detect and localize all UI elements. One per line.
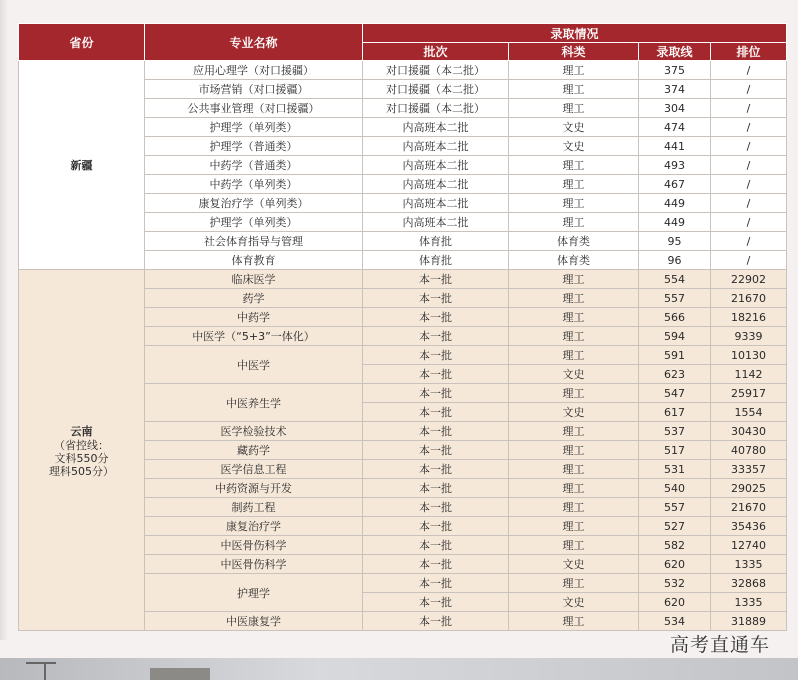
rank-cell: / [711,194,787,213]
rank-cell: 32868 [711,574,787,593]
major-cell: 中药学（单列类） [145,175,363,194]
rank-cell: 9339 [711,327,787,346]
rank-cell: / [711,99,787,118]
score-cell: 620 [639,593,711,612]
score-cell: 441 [639,137,711,156]
category-cell: 文史 [509,365,639,384]
major-cell: 应用心理学（对口援疆） [145,61,363,80]
rank-cell: 25917 [711,384,787,403]
photo-sky [0,658,798,680]
category-cell: 体育类 [509,251,639,270]
major-cell: 医学信息工程 [145,460,363,479]
batch-cell: 对口援疆（本二批） [363,61,509,80]
header-category: 科类 [509,43,639,61]
category-cell: 文史 [509,403,639,422]
rank-cell: 21670 [711,498,787,517]
category-cell: 理工 [509,61,639,80]
major-cell: 护理学 [145,574,363,612]
major-cell: 公共事业管理（对口援疆） [145,99,363,118]
score-cell: 95 [639,232,711,251]
major-cell: 中医康复学 [145,612,363,631]
batch-cell: 本一批 [363,365,509,384]
category-cell: 文史 [509,555,639,574]
score-cell: 547 [639,384,711,403]
rank-cell: 29025 [711,479,787,498]
rank-cell: 33357 [711,460,787,479]
batch-cell: 内高班本二批 [363,175,509,194]
crane-arm [26,662,56,664]
major-cell: 药学 [145,289,363,308]
batch-cell: 本一批 [363,422,509,441]
category-cell: 理工 [509,346,639,365]
category-cell: 理工 [509,175,639,194]
rank-cell: / [711,137,787,156]
crane-mast [44,662,46,680]
table-row [19,61,787,80]
category-cell: 理工 [509,156,639,175]
category-cell: 文史 [509,137,639,156]
rank-cell: 30430 [711,422,787,441]
batch-cell: 本一批 [363,612,509,631]
province-name: 云南 [70,424,93,438]
rank-cell: / [711,175,787,194]
score-cell: 582 [639,536,711,555]
rank-cell: 35436 [711,517,787,536]
batch-cell: 体育批 [363,251,509,270]
rank-cell: 21670 [711,289,787,308]
rank-cell: 22902 [711,270,787,289]
rank-cell: 12740 [711,536,787,555]
score-cell: 374 [639,80,711,99]
province-name: 新疆 [70,159,93,172]
major-cell: 市场营销（对口援疆） [145,80,363,99]
category-cell: 理工 [509,574,639,593]
batch-cell: 内高班本二批 [363,194,509,213]
score-cell: 467 [639,175,711,194]
major-cell: 康复治疗学（单列类） [145,194,363,213]
batch-cell: 本一批 [363,479,509,498]
major-cell: 社会体育指导与管理 [145,232,363,251]
score-cell: 449 [639,213,711,232]
building-silhouette [150,668,210,680]
rank-cell: 1554 [711,403,787,422]
table-row [19,270,787,289]
category-cell: 理工 [509,517,639,536]
province-cell [19,61,145,270]
score-cell: 591 [639,346,711,365]
category-cell: 理工 [509,80,639,99]
rank-cell: / [711,118,787,137]
score-cell: 531 [639,460,711,479]
score-cell: 449 [639,194,711,213]
batch-cell: 本一批 [363,555,509,574]
rank-cell: 18216 [711,308,787,327]
category-cell: 理工 [509,612,639,631]
batch-cell: 本一批 [363,441,509,460]
category-cell: 理工 [509,479,639,498]
category-cell: 文史 [509,118,639,137]
admission-table [18,23,787,631]
xinjiang-group [19,61,787,270]
header-province: 省份 [19,24,145,61]
major-cell: 临床医学 [145,270,363,289]
rank-cell: 10130 [711,346,787,365]
province-note-line: 理科505分） [49,464,114,478]
category-cell: 理工 [509,422,639,441]
category-cell: 体育类 [509,232,639,251]
rank-cell: / [711,232,787,251]
score-cell: 557 [639,289,711,308]
batch-cell: 本一批 [363,384,509,403]
score-cell: 96 [639,251,711,270]
page-edge-shade [0,0,8,640]
rank-cell: / [711,156,787,175]
score-cell: 566 [639,308,711,327]
header-batch: 批次 [363,43,509,61]
batch-cell: 本一批 [363,346,509,365]
batch-cell: 本一批 [363,327,509,346]
score-cell: 617 [639,403,711,422]
batch-cell: 内高班本二批 [363,137,509,156]
major-cell: 中药资源与开发 [145,479,363,498]
watermark: 高考直通车 [669,634,770,656]
major-cell: 中医养生学 [145,384,363,422]
rank-cell: 31889 [711,612,787,631]
batch-cell: 对口援疆（本二批） [363,99,509,118]
rank-cell: 1142 [711,365,787,384]
category-cell: 理工 [509,441,639,460]
province-cell [19,270,145,631]
score-cell: 537 [639,422,711,441]
score-cell: 554 [639,270,711,289]
rank-cell: / [711,80,787,99]
score-cell: 474 [639,118,711,137]
batch-cell: 本一批 [363,593,509,612]
category-cell: 理工 [509,327,639,346]
batch-cell: 内高班本二批 [363,118,509,137]
rank-cell: / [711,213,787,232]
category-cell: 理工 [509,460,639,479]
major-cell: 护理学（普通类） [145,137,363,156]
batch-cell: 体育批 [363,232,509,251]
category-cell: 文史 [509,593,639,612]
header-admission: 录取情况 [363,24,787,43]
major-cell: 中药学（普通类） [145,156,363,175]
province-note-line: （省控线： [54,438,109,452]
batch-cell: 对口援疆（本二批） [363,80,509,99]
major-cell: 制药工程 [145,498,363,517]
batch-cell: 本一批 [363,308,509,327]
category-cell: 理工 [509,308,639,327]
rank-cell: 1335 [711,593,787,612]
category-cell: 理工 [509,536,639,555]
category-cell: 理工 [509,213,639,232]
batch-cell: 本一批 [363,403,509,422]
score-cell: 594 [639,327,711,346]
score-cell: 623 [639,365,711,384]
major-cell: 护理学（单列类） [145,118,363,137]
table-header [19,24,787,61]
province-note-line: 文科550分 [54,451,109,465]
score-cell: 540 [639,479,711,498]
category-cell: 理工 [509,270,639,289]
major-cell: 藏药学 [145,441,363,460]
major-cell: 中医骨伤科学 [145,536,363,555]
batch-cell: 本一批 [363,498,509,517]
header-major: 专业名称 [145,24,363,61]
major-cell: 中药学 [145,308,363,327]
batch-cell: 本一批 [363,574,509,593]
category-cell: 理工 [509,498,639,517]
batch-cell: 内高班本二批 [363,156,509,175]
batch-cell: 内高班本二批 [363,213,509,232]
batch-cell: 本一批 [363,460,509,479]
score-cell: 304 [639,99,711,118]
rank-cell: 1335 [711,555,787,574]
category-cell: 理工 [509,289,639,308]
batch-cell: 本一批 [363,289,509,308]
batch-cell: 本一批 [363,270,509,289]
major-cell: 医学检验技术 [145,422,363,441]
header-score: 录取线 [639,43,711,61]
category-cell: 理工 [509,99,639,118]
score-cell: 620 [639,555,711,574]
header-rank: 排位 [711,43,787,61]
batch-cell: 本一批 [363,517,509,536]
major-cell: 护理学（单列类） [145,213,363,232]
score-cell: 375 [639,61,711,80]
score-cell: 527 [639,517,711,536]
rank-cell: 40780 [711,441,787,460]
yunnan-group [19,270,787,631]
major-cell: 体育教育 [145,251,363,270]
score-cell: 557 [639,498,711,517]
score-cell: 532 [639,574,711,593]
major-cell: 中医学（“5+3”一体化） [145,327,363,346]
major-cell: 中医骨伤科学 [145,555,363,574]
rank-cell: / [711,61,787,80]
score-cell: 517 [639,441,711,460]
rank-cell: / [711,251,787,270]
photo-strip [0,658,798,680]
batch-cell: 本一批 [363,536,509,555]
category-cell: 理工 [509,384,639,403]
score-cell: 534 [639,612,711,631]
score-cell: 493 [639,156,711,175]
category-cell: 理工 [509,194,639,213]
major-cell: 中医学 [145,346,363,384]
major-cell: 康复治疗学 [145,517,363,536]
